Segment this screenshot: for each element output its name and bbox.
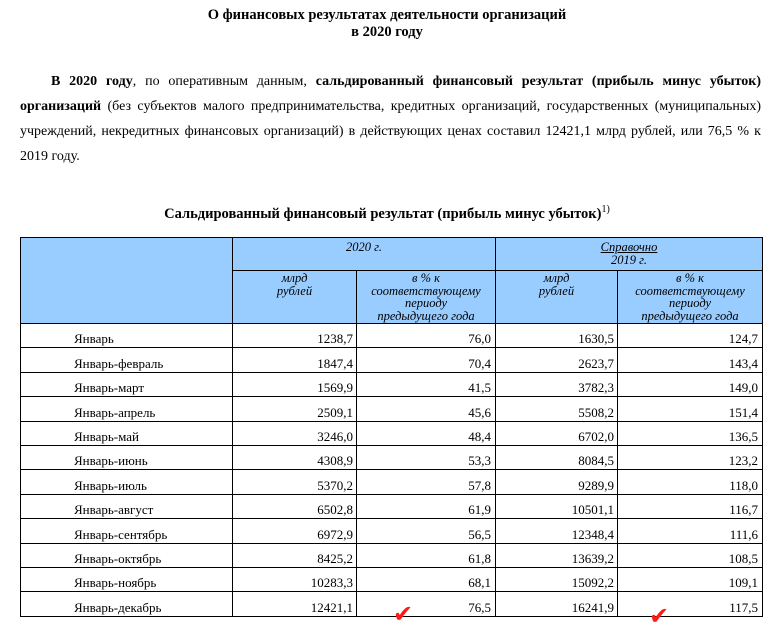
- value-2019-mlrd: 15092,2: [496, 567, 618, 591]
- row-label: Январь-апрель: [21, 397, 233, 421]
- pct-2020: 61,8: [357, 543, 496, 567]
- value-2019-mlrd: 10501,1: [496, 494, 618, 518]
- table-row: [21, 445, 763, 469]
- pct-2019: 118,0: [618, 470, 763, 494]
- pct-2020: 56,5: [357, 519, 496, 543]
- value-2019-mlrd: 2623,7: [496, 348, 618, 372]
- pct-2019: 124,7: [618, 324, 763, 348]
- header-group-reference: [496, 238, 763, 271]
- row-label: Январь-декабрь: [21, 592, 233, 616]
- value-2019-mlrd: 6702,0: [496, 421, 618, 445]
- pct-2019: 108,5: [618, 543, 763, 567]
- header-col-2019-pct: [618, 271, 763, 324]
- value-2020-mlrd: 6502,8: [233, 494, 357, 518]
- document-title-line1: О финансовых результатах деятельности организаций: [207, 7, 567, 23]
- value-2019-mlrd: 12348,4: [496, 519, 618, 543]
- value-2019-mlrd: 8084,5: [496, 445, 618, 469]
- financial-results-table: [20, 237, 763, 617]
- value-2020-mlrd: 6972,9: [233, 519, 357, 543]
- header-pct-line4: предыдущего года: [377, 308, 475, 323]
- header-reference-label: Справочно: [600, 240, 658, 254]
- table-row: [21, 494, 763, 518]
- row-label: Январь-август: [21, 494, 233, 518]
- header-col-2020-mlrd: [233, 271, 357, 324]
- pct-2020: 41,5: [357, 372, 496, 396]
- row-label: Январь-февраль: [21, 348, 233, 372]
- pct-2019: 111,6: [618, 519, 763, 543]
- table-row: [21, 567, 763, 591]
- header-pct-line1: в % к: [412, 271, 440, 285]
- table-row: [21, 519, 763, 543]
- value-2020-mlrd: 4308,9: [233, 445, 357, 469]
- pct-2020: 68,1: [357, 567, 496, 591]
- pct-2019: 123,2: [618, 445, 763, 469]
- header-col-2020-pct: [357, 271, 496, 324]
- value-2020-mlrd: 8425,2: [233, 543, 357, 567]
- header-pct-line3: периоду: [668, 296, 712, 310]
- para-year: В 2020 году: [51, 74, 133, 89]
- pct-2020: 45,6: [357, 397, 496, 421]
- red-check-mark-2019: ✔: [649, 602, 670, 630]
- para-key-term: сальдированный финансовый результат (прибыль минус убыток) организаций: [20, 74, 761, 114]
- pct-2020: 76,5: [357, 592, 496, 616]
- value-2019-mlrd: 9289,9: [496, 470, 618, 494]
- header-pct-line2: соответствующему: [635, 283, 745, 298]
- para-text-1: , по оперативным данным,: [132, 74, 316, 89]
- header-col-2019-mlrd: [496, 271, 618, 324]
- table-row: [21, 397, 763, 421]
- row-label: Январь-июль: [21, 470, 233, 494]
- value-2019-mlrd: 1630,5: [496, 324, 618, 348]
- pct-2020: 70,4: [357, 348, 496, 372]
- value-2020-mlrd: 5370,2: [233, 470, 357, 494]
- pct-2019: 151,4: [618, 397, 763, 421]
- row-label: Январь-сентябрь: [21, 519, 233, 543]
- row-label: Январь-май: [21, 421, 233, 445]
- pct-2019: 109,1: [618, 567, 763, 591]
- table-row: [21, 543, 763, 567]
- para-text-2: (без субъектов малого предпринимательства, кредитных организаций, государственных (муниципальных) учреждений, некредитных финансовых организаций) в действующих ценах составил 12421,1 млрд рублей, или 76,5 % к 2019 году.: [20, 99, 761, 164]
- pct-2020: 53,3: [357, 445, 496, 469]
- table-title-footnote: 1): [601, 204, 610, 215]
- header-pct-line4: предыдущего года: [641, 308, 739, 323]
- header-mlrd-line2: рублей: [276, 283, 313, 298]
- value-2020-mlrd: 3246,0: [233, 421, 357, 445]
- header-pct-line2: соответствующему: [371, 283, 481, 298]
- header-group-2020: [233, 238, 496, 271]
- header-mlrd-line1: млрд: [281, 271, 308, 285]
- pct-2020: 76,0: [357, 324, 496, 348]
- value-2019-mlrd: 3782,3: [496, 372, 618, 396]
- pct-2020: 48,4: [357, 421, 496, 445]
- header-pct-line1: в % к: [676, 271, 704, 285]
- intro-paragraph: [20, 69, 761, 169]
- table-row: [21, 372, 763, 396]
- value-2020-mlrd: 1847,4: [233, 348, 357, 372]
- value-2020-mlrd: 12421,1: [233, 592, 357, 616]
- row-label: Январь-июнь: [21, 445, 233, 469]
- table-title-text: Сальдированный финансовый результат (прибыль минус убыток): [164, 205, 602, 222]
- pct-2019: 117,5: [618, 592, 763, 616]
- header-group-2020-label: 2020 г.: [346, 240, 382, 254]
- header-blank-cell: [21, 238, 233, 324]
- row-label: Январь-март: [21, 372, 233, 396]
- pct-2020: 57,8: [357, 470, 496, 494]
- header-reference-year: 2019 г.: [611, 252, 647, 267]
- pct-2019: 116,7: [618, 494, 763, 518]
- pct-2019: 149,0: [618, 372, 763, 396]
- value-2020-mlrd: 10283,3: [233, 567, 357, 591]
- value-2020-mlrd: 1569,9: [233, 372, 357, 396]
- row-label: Январь: [21, 324, 233, 348]
- red-check-mark-2020: ✔: [393, 600, 414, 628]
- value-2020-mlrd: 2509,1: [233, 397, 357, 421]
- document-title-line2: в 2020 году: [351, 24, 423, 40]
- value-2020-mlrd: 1238,7: [233, 324, 357, 348]
- header-pct-line3: периоду: [404, 296, 448, 310]
- table-row: [21, 421, 763, 445]
- table-row: [21, 348, 763, 372]
- document-title: [0, 7, 774, 41]
- row-label: Январь-ноябрь: [21, 567, 233, 591]
- header-mlrd-line2: рублей: [538, 283, 575, 298]
- header-mlrd-line1: млрд: [543, 271, 570, 285]
- pct-2019: 136,5: [618, 421, 763, 445]
- value-2019-mlrd: 16241,9: [496, 592, 618, 616]
- row-label: Январь-октябрь: [21, 543, 233, 567]
- table-row: [21, 324, 763, 348]
- pct-2020: 61,9: [357, 494, 496, 518]
- value-2019-mlrd: 5508,2: [496, 397, 618, 421]
- table-title: [0, 200, 774, 224]
- value-2019-mlrd: 13639,2: [496, 543, 618, 567]
- pct-2019: 143,4: [618, 348, 763, 372]
- table-row: [21, 470, 763, 494]
